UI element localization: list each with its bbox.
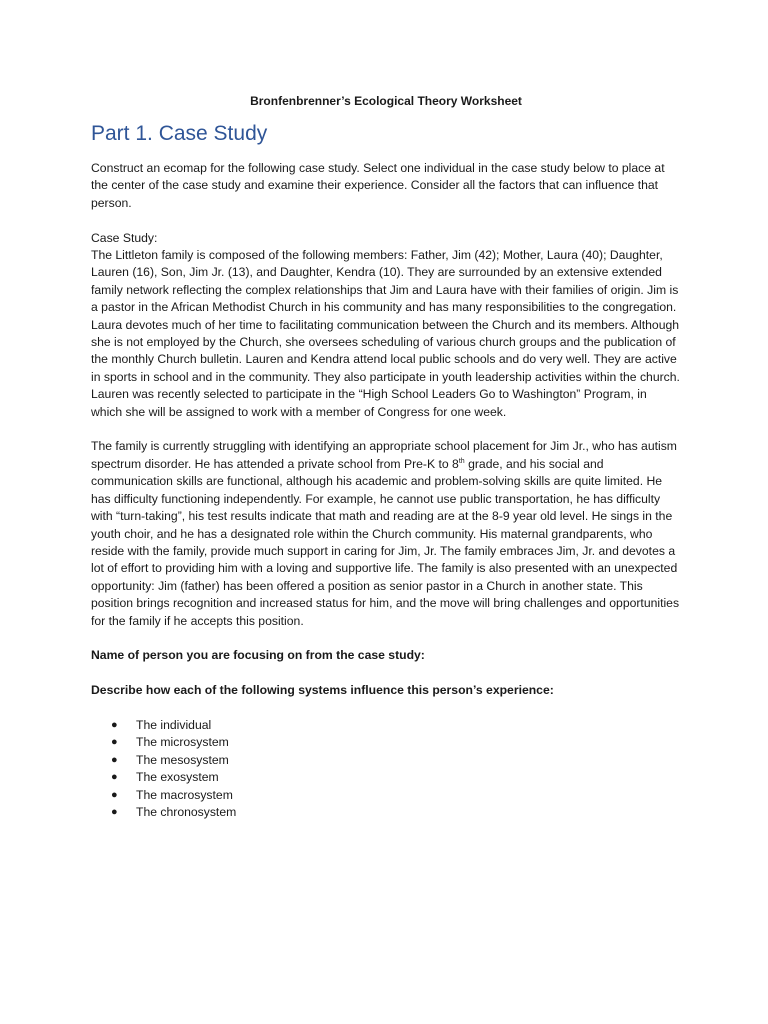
document-title: Bronfenbrenner’s Ecological Theory Worksheet xyxy=(250,94,522,108)
system-label: The chronosystem xyxy=(136,804,237,819)
list-item xyxy=(91,804,681,821)
system-label: The exosystem xyxy=(136,770,219,785)
system-label: The mesosystem xyxy=(136,752,229,767)
question-systems: Describe how each of the following systems influence this person’s experience: xyxy=(91,683,554,698)
bullet-icon: ● xyxy=(111,718,118,731)
paragraph-2-start: The family is currently struggling with identifying an appropriate school placement for Jim Jr., who has autism spectrum disorder. He has attended a private school from Pre-K to 8 xyxy=(91,439,677,471)
instructions-paragraph: Construct an ecomap for the following case study. Select one individual in the case study below to place at the center of the case study and examine their experience. Consider all the factors that can influence that person. xyxy=(91,161,665,210)
bullet-icon: ● xyxy=(111,788,118,801)
system-label: The individual xyxy=(136,717,212,732)
question-person-name: Name of person you are focusing on from the case study: xyxy=(91,648,425,663)
list-item xyxy=(91,734,681,751)
bullet-icon: ● xyxy=(111,736,118,749)
paragraph-2-end: grade, and his social and communication skills are functional, although his academic and problem-solving skills are quite limited. He has difficulty functioning independently. For example, he cannot use public transportation, he has difficulty with “turn-taking”, his test results indicate that math and reading are at the 8-9 year old level. He sings in the youth choir, and he has a designated role within the Church community. His maternal grandparents, who reside with the family, provide much support in caring for Jim, Jr. The family embraces Jim, Jr. and devotes a lot of effort to providing him with a loving and supportive life. The family is also presented with an unexpected opportunity: Jim (father) has been offered a position as senior pastor in a Church in another state. This position brings recognition and increased status for him, and the move will bring challenges and opportunities for the family if he accepts this position. xyxy=(91,456,680,628)
ordinal-superscript: th xyxy=(458,457,465,465)
list-item xyxy=(91,717,681,734)
bullet-icon: ● xyxy=(111,771,118,784)
case-study-paragraph-2 xyxy=(91,438,681,629)
list-item xyxy=(91,787,681,804)
worksheet-page xyxy=(91,92,681,821)
bullet-icon: ● xyxy=(111,805,118,818)
list-item xyxy=(91,769,681,786)
case-study-paragraph-1: The Littleton family is composed of the following members: Father, Jim (42); Mother, Laura (40); Daughter, Lauren (16), Son, Jim Jr. (13), and Daughter, Kendra (10). They are surrounded by an extensive extended family network reflecting the complex relationships that Jim and Laura have with their families of origin. Jim is a pastor in the African Methodist Church in his community and has many responsibilities to the congregation. Laura devotes much of her time to facilitating communication between the Church and its members. Although she is not employed by the Church, she oversees scheduling of various church groups and the publication of the monthly Church bulletin. Lauren and Kendra attend local public schools and do very well. They are active in sports in school and in the community. They also participate in youth leadership activities within the church. Lauren was recently selected to participate in the “High School Leaders Go to Washington” Program, in which she will be assigned to work with a member of Congress for one week. xyxy=(91,248,680,419)
bullet-icon: ● xyxy=(111,753,118,766)
system-label: The microsystem xyxy=(136,735,229,750)
system-label: The macrosystem xyxy=(136,787,233,802)
list-item xyxy=(91,752,681,769)
case-study-label: Case Study: xyxy=(91,230,158,245)
part-heading: Part 1. Case Study xyxy=(91,122,268,145)
systems-list xyxy=(91,717,681,821)
